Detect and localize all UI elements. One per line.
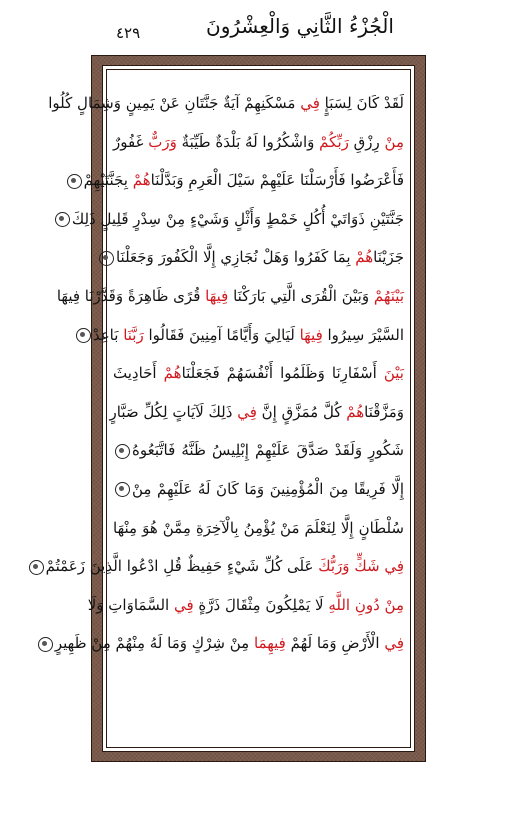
verse-line <box>45 547 404 586</box>
verse-text: بِمَا كَفَرُوا وَهَلْ نُجَازِي إِلَّا الْكَفُورَ وَجَعَلْنَا <box>115 248 356 267</box>
verse-line <box>87 586 404 625</box>
ayah-end-marker-icon <box>115 444 130 459</box>
ayah-end-marker-icon <box>67 174 82 189</box>
verse-line <box>113 354 404 393</box>
ornamental-frame <box>45 55 426 762</box>
highlighted-word: بَيْنَهُمْ <box>373 286 404 305</box>
verse-text: لَقَدْ كَانَ لِسَبَإٍ <box>319 94 404 112</box>
ayah-end-marker-icon <box>115 482 130 497</box>
highlighted-word: هُمْ <box>346 402 365 421</box>
verse-text: لَا يَمْلِكُونَ مِثْقَالَ ذَرَّةٍ <box>193 595 329 614</box>
verse-text: فَأَعْرَضُوا فَأَرْسَلْنَا عَلَيْهِمْ سَيْلَ الْعَرِمِ وَبَدَّلْنَا <box>150 171 404 190</box>
verse-text: غَفُورٌ <box>113 132 149 151</box>
verse-line <box>71 200 404 239</box>
verse-line <box>109 393 404 432</box>
verse-text: وَمَزَّقْنَا <box>364 402 404 421</box>
verse-text: شَكُورٍ وَلَقَدْ صَدَّقَ عَلَيْهِمْ إِبْلِيسُ ظَنَّهُ فَاتَّبَعُوهُ <box>132 441 404 460</box>
verse-text: لَيَالِيَ وَأَيَّامًا آمِنِينَ فَقَالُوا <box>143 325 300 344</box>
highlighted-word: هُمْ <box>132 171 151 190</box>
highlighted-word: فِي شَكٍّ <box>354 557 404 576</box>
verse-text: بَاعِدْ <box>92 325 124 344</box>
highlighted-word: فِي <box>237 402 257 421</box>
verse-line <box>113 123 404 162</box>
verse-text: إِلَّا فَرِيقًا مِنَ الْمُؤْمِنِينَ وَمَا كَانَ لَهُ عَلَيْهِمْ مِنْ <box>132 479 404 498</box>
highlighted-word: فِي <box>384 634 404 653</box>
juz-title: الْجُزْءُ الثَّانِي وَالْعِشْرُونَ <box>206 14 394 38</box>
verse-text: أَحَادِيثَ <box>113 364 164 383</box>
highlighted-word: مِنْ <box>384 132 404 151</box>
verse-text: جَزَيْنَا <box>373 248 404 267</box>
verse-line <box>92 316 404 355</box>
verse-text: مِنْ شِرْكٍ وَمَا لَهُ مِنْهُمْ مِنْ ظَهِيرٍ <box>54 634 254 653</box>
highlighted-word: فِيهَا <box>299 325 323 344</box>
verse-text: كُلَّ مُمَزَّقٍ إِنَّ <box>256 402 347 421</box>
verse-text: وَبَيْنَ الْقُرَى الَّتِي بَارَكْنَا <box>228 286 374 305</box>
verse-text: السَّيْرَ سِيرُوا <box>322 325 404 344</box>
quran-text <box>45 84 404 741</box>
verse-line <box>54 624 404 663</box>
ayah-end-marker-icon <box>55 212 70 227</box>
highlighted-word: فِيهَا <box>205 286 229 305</box>
verse-line <box>113 431 404 470</box>
verse-text: بِجَنَّتَيْهِمْ <box>83 171 133 190</box>
page-header <box>0 0 518 56</box>
text-panel <box>45 65 415 752</box>
ayah-end-marker-icon <box>29 560 44 575</box>
highlighted-word: مِنْ دُونِ اللَّهِ <box>328 595 404 614</box>
highlighted-word: فِي <box>173 595 194 614</box>
verse-text: عَلَى كُلِّ شَيْءٍ حَفِيظٌ قُلِ ادْعُوا الَّذِينَ زَعَمْتُمْ <box>45 557 319 576</box>
verse-text: أَسْفَارِنَا وَظَلَمُوا أَنْفُسَهُمْ فَجَعَلْنَا <box>181 364 384 383</box>
ayah-end-marker-icon <box>76 328 91 343</box>
highlighted-word: هُمْ <box>163 364 182 383</box>
verse-line <box>113 509 404 548</box>
highlighted-word: هُمْ <box>355 248 374 267</box>
highlighted-word: وَرَبُّكَ <box>318 557 350 576</box>
verse-line <box>113 238 404 277</box>
ayah-end-marker-icon <box>99 251 114 266</box>
verse-line <box>56 277 404 316</box>
verse-text: مَسْكَنِهِمْ آيَةٌ جَنَّتَانِ عَنْ يَمِينٍ وَشِمَالٍ كُلُوا <box>48 94 301 112</box>
verse-text: رِزْقِ <box>348 132 385 151</box>
highlighted-word: رَبَّنَا <box>123 325 144 344</box>
highlighted-word: فِي <box>300 94 320 112</box>
ayah-end-marker-icon <box>38 637 53 652</box>
verse-text: سُلْطَانٍ إِلَّا لِنَعْلَمَ مَنْ يُؤْمِنُ بِالْآخِرَةِ مِمَّنْ هُوَ مِنْهَا <box>113 518 404 537</box>
page-number: ٤٢٩ <box>116 24 141 42</box>
verse-text: جَنَّتَيْنِ ذَوَاتَيْ أُكُلٍ خَمْطٍ وَأَثْلٍ وَشَيْءٍ مِنْ سِدْرٍ قَلِيلٍ ذَلِكَ <box>71 209 404 228</box>
verse-text: السَّمَاوَاتِ وَلَا <box>87 595 174 614</box>
highlighted-word: رَبِّكُمْ <box>319 132 349 151</box>
verse-line <box>48 84 404 123</box>
verse-text: ذَلِكَ لَآيَاتٍ لِكُلِّ صَبَّارٍ <box>109 402 238 421</box>
verse-line <box>83 161 404 200</box>
verse-line <box>113 470 404 509</box>
verse-text: قُرًى ظَاهِرَةً وَقَدَّرْنَا فِيهَا <box>56 286 206 305</box>
verse-text: وَاشْكُرُوا لَهُ بَلْدَةٌ طَيِّبَةٌ <box>176 132 320 151</box>
highlighted-word: فِيهِمَا <box>253 634 286 653</box>
highlighted-word: بَيْنَ <box>383 364 404 383</box>
highlighted-word: وَرَبٌّ <box>148 132 177 151</box>
verse-text: الْأَرْضِ وَمَا لَهُمْ <box>285 634 385 653</box>
